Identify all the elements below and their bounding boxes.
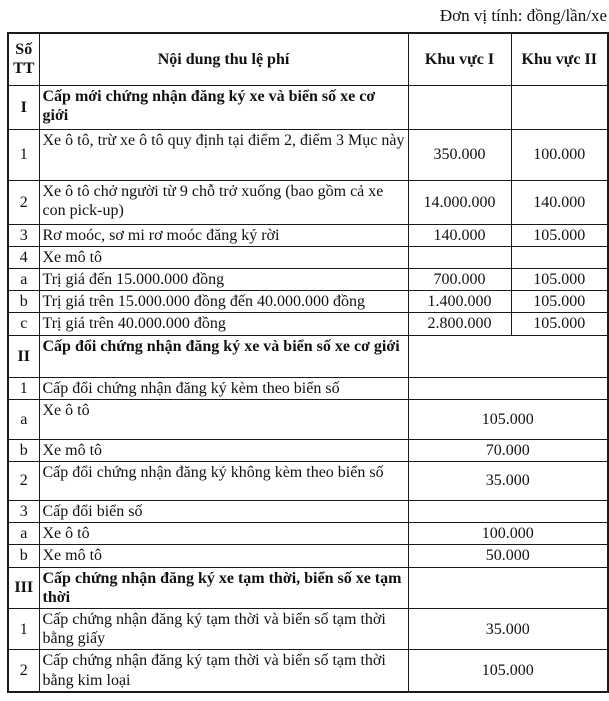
table-row: [8, 313, 608, 335]
stt-cell: a: [8, 269, 39, 291]
merged-value-cell: [408, 567, 608, 608]
stt-cell: 1: [8, 129, 39, 180]
stt-cell: b: [8, 291, 39, 313]
merged-value-cell: [408, 335, 608, 377]
region1-cell: 1.400.000: [408, 291, 511, 313]
section-row: [8, 335, 608, 377]
content-cell: Cấp đổi chứng nhận đăng ký kèm theo biển số: [39, 377, 408, 399]
region2-cell: 105.000: [511, 313, 608, 335]
stt-cell: b: [8, 545, 39, 567]
stt-cell: 2: [8, 462, 39, 501]
table-row: [8, 399, 608, 439]
content-cell: Xe ô tô: [39, 399, 408, 439]
stt-cell: II: [8, 335, 39, 377]
header-row: [8, 33, 608, 86]
stt-cell: 4: [8, 246, 39, 268]
table-row: [8, 650, 608, 692]
table-row: [8, 224, 608, 246]
content-cell: Xe mô tô: [39, 439, 408, 461]
content-cell: Xe mô tô: [39, 545, 408, 567]
content-cell: Trị giá đến 15.000.000 đồng: [39, 269, 408, 291]
content-cell: Cấp đổi biển số: [39, 501, 408, 523]
region2-cell: 105.000: [511, 291, 608, 313]
content-cell: Cấp chứng nhận đăng ký tạm thời và biển số tạm thời bằng giấy: [39, 608, 408, 649]
col-header-stt: Số TT: [8, 33, 39, 86]
table-row: [8, 439, 608, 461]
merged-value-cell: 105.000: [408, 650, 608, 692]
table-row: [8, 501, 608, 523]
table-row: [8, 291, 608, 313]
content-cell: Cấp chứng nhận đăng ký xe tạm thời, biển số xe tạm thời: [39, 567, 408, 608]
content-cell: Cấp chứng nhận đăng ký tạm thời và biển số tạm thời bằng kim loại: [39, 650, 408, 692]
merged-value-cell: [408, 501, 608, 523]
region2-cell: 100.000: [511, 129, 608, 180]
region2-cell: 105.000: [511, 224, 608, 246]
content-cell: Cấp đổi chứng nhận đăng ký xe và biển số xe cơ giới: [39, 335, 408, 377]
unit-note: Đơn vị tính: đồng/lần/xe: [439, 6, 607, 25]
merged-value-cell: [408, 377, 608, 399]
region1-cell: 2.800.000: [408, 313, 511, 335]
stt-cell: a: [8, 399, 39, 439]
region2-cell: 105.000: [511, 269, 608, 291]
region2-cell: [511, 246, 608, 268]
merged-value-cell: 70.000: [408, 439, 608, 461]
table-row: [8, 545, 608, 567]
fee-table: [7, 32, 609, 693]
table-row: [8, 180, 608, 224]
content-cell: Xe mô tô: [39, 246, 408, 268]
stt-cell: b: [8, 439, 39, 461]
merged-value-cell: 50.000: [408, 545, 608, 567]
region2-cell: [511, 85, 608, 129]
table-row: [8, 269, 608, 291]
stt-cell: 1: [8, 377, 39, 399]
table-row: [8, 246, 608, 268]
col-header-region1: Khu vực I: [408, 33, 511, 86]
stt-cell: a: [8, 523, 39, 545]
stt-cell: I: [8, 85, 39, 129]
merged-value-cell: 105.000: [408, 399, 608, 439]
region1-cell: [408, 246, 511, 268]
content-cell: Cấp mới chứng nhận đăng ký xe và biển số xe cơ giới: [39, 85, 408, 129]
stt-cell: c: [8, 313, 39, 335]
content-cell: Xe ô tô: [39, 523, 408, 545]
table-row: [8, 129, 608, 180]
table-row: [8, 523, 608, 545]
table-body: [8, 85, 608, 692]
stt-cell: 2: [8, 180, 39, 224]
stt-cell: 3: [8, 501, 39, 523]
content-cell: Rơ moóc, sơ mi rơ moóc đăng ký rời: [39, 224, 408, 246]
region2-cell: 140.000: [511, 180, 608, 224]
table-row: [8, 608, 608, 649]
content-cell: Xe ô tô, trừ xe ô tô quy định tại điểm 2, điểm 3 Mục này: [39, 129, 408, 180]
stt-cell: 3: [8, 224, 39, 246]
region1-cell: 350.000: [408, 129, 511, 180]
stt-cell: 2: [8, 650, 39, 692]
table-row: [8, 462, 608, 501]
table-header: [8, 33, 608, 86]
region1-cell: 140.000: [408, 224, 511, 246]
region1-cell: 700.000: [408, 269, 511, 291]
section-row: [8, 567, 608, 608]
merged-value-cell: 35.000: [408, 608, 608, 649]
merged-value-cell: 35.000: [408, 462, 608, 501]
merged-value-cell: 100.000: [408, 523, 608, 545]
col-header-region2: Khu vực II: [511, 33, 608, 86]
content-cell: Trị giá trên 15.000.000 đồng đến 40.000.000 đồng: [39, 291, 408, 313]
region1-cell: 14.000.000: [408, 180, 511, 224]
table-row: [8, 377, 608, 399]
stt-cell: III: [8, 567, 39, 608]
content-cell: Xe ô tô chở người từ 9 chỗ trở xuống (bao gồm cả xe con pick-up): [39, 180, 408, 224]
content-cell: Trị giá trên 40.000.000 đồng: [39, 313, 408, 335]
col-header-content: Nội dung thu lệ phí: [39, 33, 408, 86]
content-cell: Cấp đổi chứng nhận đăng ký không kèm theo biển số: [39, 462, 408, 501]
region1-cell: [408, 85, 511, 129]
stt-cell: 1: [8, 608, 39, 649]
section-row: [8, 85, 608, 129]
